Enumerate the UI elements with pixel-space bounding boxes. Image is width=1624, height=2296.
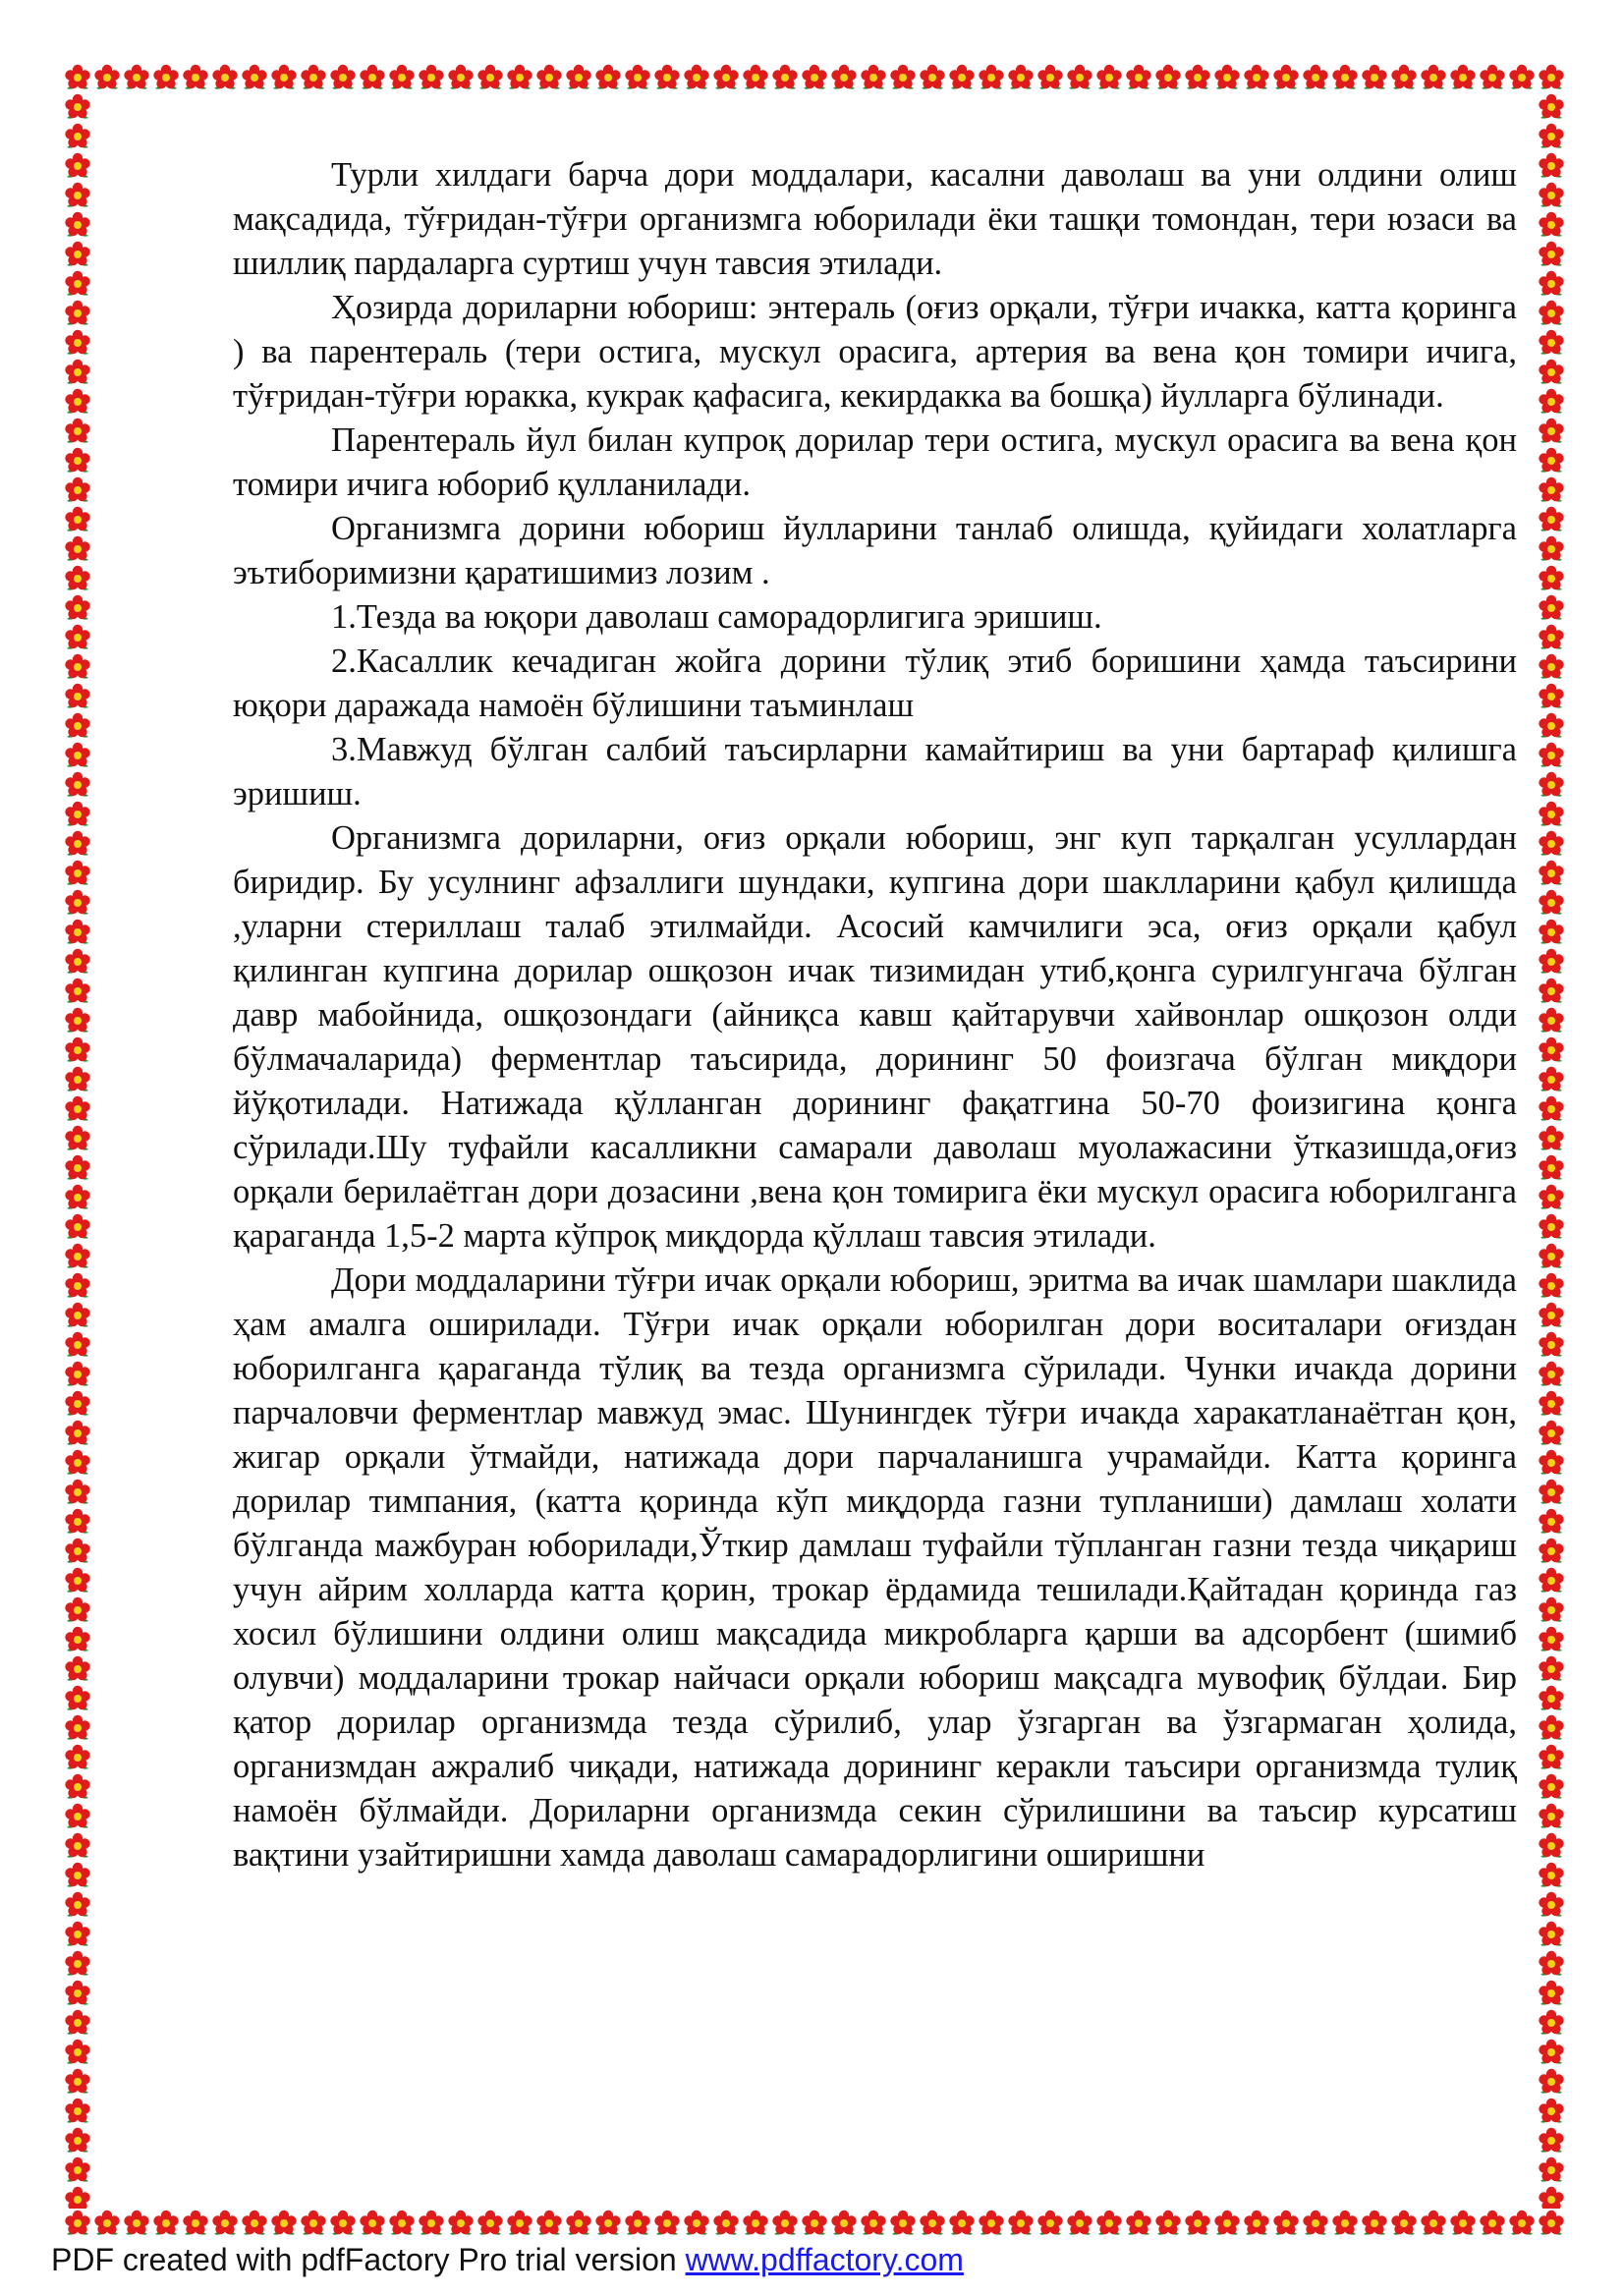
red-flower-icon — [63, 1507, 92, 1537]
red-flower-icon — [1537, 1212, 1566, 1242]
red-flower-icon — [63, 1478, 92, 1507]
red-flower-icon — [711, 2209, 741, 2238]
red-flower-icon — [63, 446, 92, 476]
red-flower-icon — [1537, 1772, 1566, 1802]
red-flower-icon — [63, 564, 92, 593]
red-flower-icon — [859, 2209, 888, 2238]
red-flower-icon — [210, 2209, 240, 2238]
red-flower-icon — [63, 1890, 92, 1920]
red-flower-icon — [446, 2209, 476, 2238]
red-flower-icon — [1537, 92, 1566, 122]
red-flower-icon — [63, 328, 92, 358]
red-flower-icon — [63, 682, 92, 711]
red-flower-icon — [1537, 1802, 1566, 1831]
red-flower-icon — [1537, 593, 1566, 623]
red-flower-icon — [1537, 1389, 1566, 1419]
red-flower-icon — [1537, 1006, 1566, 1036]
red-flower-icon — [1537, 240, 1566, 269]
paragraph-9: Дори моддаларини тўғри ичак орқали юбориш, эритма ва ичак шамлари шаклида ҳам амалга оширилади. Тўғри ичак орқали юборилган дори воситалари оғиздан юборилганга қараганда тўлиқ ва тезда организмга сўрилади. Чунки ичакда дорини парчаловчи ферментлар мавжуд эмас. Шунингдек тўғри ичакда харакатланаётган қон, жигар орқали ўтмайди, натижада дори парчаланишга учрамайди. Катта қоринга дорилар тимпания, (катта қоринда кўп миқдорда газни тупланиши) дамлаш холати бўлганда мажбуран юборилади,Ўткир дамлаш туфайли тўпланган газни тезда чиқариш учун айрим холларда катта қорин, трокар ёрдамида тешилади.Қайтадан қоринда газ хосил бўлишини олдини олиш мақсадида микробларга қарши ва адсорбент (шимиб олувчи) моддаларини трокар найчаси орқали юбориш мақсадга мувофиқ бўлдаи. Бир қатор дорилар организмда тезда сўрилиб, улар ўзгарган ва ўзгармаган ҳолида, организмдан ажралиб чиқади, натижада дорининг керакли таъсири организмда тулиқ намоён бўлмайди. Дориларни организмда секин сўрилишини ва таъсир курсатиш вақтини узайтиришни хамда даволаш самарадорлигини оширишни — [233, 1261, 1517, 1874]
red-flower-icon — [476, 2209, 505, 2238]
red-flower-icon — [63, 1271, 92, 1301]
red-flower-icon — [1537, 1684, 1566, 1713]
red-flower-icon — [1065, 2209, 1094, 2238]
red-flower-icon — [918, 2209, 947, 2238]
red-flower-icon — [63, 2097, 92, 2126]
red-flower-icon — [859, 63, 888, 92]
red-flower-icon — [1242, 63, 1271, 92]
red-flower-icon — [1537, 1566, 1566, 1596]
red-flower-icon — [1448, 63, 1478, 92]
red-flower-icon — [977, 63, 1006, 92]
red-flower-icon — [1537, 1979, 1566, 2008]
red-flower-icon — [1419, 2209, 1448, 2238]
red-flower-icon — [63, 1625, 92, 1654]
red-flower-icon — [63, 2008, 92, 2038]
red-flower-icon — [1537, 1507, 1566, 1537]
document-body — [233, 153, 1517, 1877]
red-flower-icon — [299, 2209, 328, 2238]
red-flower-icon — [1537, 1036, 1566, 1065]
red-flower-icon — [63, 151, 92, 181]
red-flower-icon — [770, 63, 800, 92]
red-flower-icon — [1537, 2126, 1566, 2156]
red-flower-icon — [1537, 1271, 1566, 1301]
red-flower-icon — [63, 1920, 92, 1949]
red-flower-icon — [1537, 2038, 1566, 2067]
flower-border-left — [63, 92, 92, 2209]
red-flower-icon — [1537, 741, 1566, 770]
red-flower-icon — [1537, 564, 1566, 593]
red-flower-icon — [1212, 2209, 1242, 2238]
red-flower-icon — [1537, 652, 1566, 682]
red-flower-icon — [269, 63, 299, 92]
red-flower-icon — [770, 2209, 800, 2238]
red-flower-icon — [1537, 2097, 1566, 2126]
red-flower-icon — [1330, 63, 1360, 92]
red-flower-icon — [63, 1537, 92, 1566]
red-flower-icon — [1389, 2209, 1419, 2238]
red-flower-icon — [63, 2209, 92, 2238]
red-flower-icon — [63, 1419, 92, 1448]
red-flower-icon — [1537, 417, 1566, 446]
red-flower-icon — [1271, 63, 1301, 92]
red-flower-icon — [741, 2209, 770, 2238]
red-flower-icon — [1212, 63, 1242, 92]
red-flower-icon — [1537, 1890, 1566, 1920]
red-flower-icon — [1537, 1448, 1566, 1478]
red-flower-icon — [63, 299, 92, 328]
red-flower-icon — [92, 2209, 122, 2238]
red-flower-icon — [63, 476, 92, 505]
red-flower-icon — [63, 888, 92, 918]
red-flower-icon — [63, 947, 92, 977]
red-flower-icon — [1537, 1242, 1566, 1271]
red-flower-icon — [1537, 2209, 1566, 2238]
red-flower-icon — [63, 534, 92, 564]
red-flower-icon — [564, 2209, 593, 2238]
red-flower-icon — [1507, 63, 1537, 92]
red-flower-icon — [1006, 63, 1036, 92]
red-flower-icon — [1360, 63, 1389, 92]
red-flower-icon — [63, 92, 92, 122]
red-flower-icon — [63, 1831, 92, 1861]
red-flower-icon — [593, 2209, 623, 2238]
red-flower-icon — [63, 977, 92, 1006]
footer-text: PDF created with pdfFactory Pro trial version — [51, 2242, 686, 2277]
red-flower-icon — [1537, 623, 1566, 652]
red-flower-icon — [63, 1330, 92, 1360]
red-flower-icon — [593, 63, 623, 92]
red-flower-icon — [63, 1036, 92, 1065]
red-flower-icon — [63, 652, 92, 682]
red-flower-icon — [1537, 122, 1566, 151]
paragraph-4: Организмга дорини юбориш йулларини танлаб олишда, қуйидаги холатларга эътиборимизни қаратишимиз лозим . — [233, 510, 1517, 591]
red-flower-icon — [1153, 2209, 1183, 2238]
red-flower-icon — [1360, 2209, 1389, 2238]
red-flower-icon — [1507, 2209, 1537, 2238]
red-flower-icon — [1537, 387, 1566, 417]
red-flower-icon — [918, 63, 947, 92]
red-flower-icon — [682, 63, 711, 92]
red-flower-icon — [63, 387, 92, 417]
red-flower-icon — [1389, 63, 1419, 92]
red-flower-icon — [63, 918, 92, 947]
red-flower-icon — [711, 63, 741, 92]
red-flower-icon — [151, 2209, 181, 2238]
red-flower-icon — [63, 2038, 92, 2067]
red-flower-icon — [1537, 888, 1566, 918]
red-flower-icon — [1537, 2185, 1566, 2209]
paragraph-3: Парентераль йул билан купроқ дорилар тери остига, мускул орасига ва вена қон томири ичига юбориб қулланилади. — [233, 421, 1517, 503]
red-flower-icon — [1537, 2008, 1566, 2038]
red-flower-icon — [623, 63, 652, 92]
red-flower-icon — [63, 1448, 92, 1478]
red-flower-icon — [1537, 1743, 1566, 1772]
pdffactory-link[interactable]: www.pdffactory.com — [685, 2242, 964, 2277]
red-flower-icon — [652, 63, 682, 92]
red-flower-icon — [1537, 63, 1566, 92]
red-flower-icon — [63, 1094, 92, 1124]
red-flower-icon — [1537, 210, 1566, 240]
red-flower-icon — [1537, 1330, 1566, 1360]
red-flower-icon — [1537, 1861, 1566, 1890]
red-flower-icon — [1537, 1537, 1566, 1566]
red-flower-icon — [1537, 1153, 1566, 1183]
red-flower-icon — [1183, 2209, 1212, 2238]
red-flower-icon — [1537, 151, 1566, 181]
red-flower-icon — [181, 63, 210, 92]
red-flower-icon — [623, 2209, 652, 2238]
red-flower-icon — [63, 417, 92, 446]
red-flower-icon — [1537, 1596, 1566, 1625]
red-flower-icon — [63, 1861, 92, 1890]
red-flower-icon — [63, 1596, 92, 1625]
red-flower-icon — [63, 1684, 92, 1713]
red-flower-icon — [476, 63, 505, 92]
red-flower-icon — [63, 63, 92, 92]
red-flower-icon — [63, 593, 92, 623]
red-flower-icon — [1537, 1301, 1566, 1330]
red-flower-icon — [1271, 2209, 1301, 2238]
red-flower-icon — [63, 829, 92, 859]
red-flower-icon — [122, 2209, 151, 2238]
red-flower-icon — [1537, 446, 1566, 476]
red-flower-icon — [63, 1183, 92, 1212]
red-flower-icon — [63, 269, 92, 299]
red-flower-icon — [1124, 63, 1153, 92]
red-flower-icon — [63, 1065, 92, 1094]
red-flower-icon — [1124, 2209, 1153, 2238]
paragraph-6: 2.Касаллик кечадиган жойга дорини тўлиқ этиб боришини ҳамда таъсирини юқори даражада намоён бўлишини таъминлаш — [233, 643, 1517, 724]
red-flower-icon — [947, 2209, 977, 2238]
red-flower-icon — [63, 770, 92, 800]
red-flower-icon — [1537, 947, 1566, 977]
paragraph-7: 3.Мавжуд бўлган салбий таъсирларни камайтириш ва уни бартараф қилишга эришиш. — [233, 731, 1517, 812]
red-flower-icon — [63, 800, 92, 829]
red-flower-icon — [1537, 918, 1566, 947]
red-flower-icon — [63, 1242, 92, 1271]
red-flower-icon — [505, 63, 534, 92]
flower-border-top — [63, 63, 1566, 92]
red-flower-icon — [240, 63, 269, 92]
red-flower-icon — [1419, 63, 1448, 92]
red-flower-icon — [181, 2209, 210, 2238]
red-flower-icon — [505, 2209, 534, 2238]
red-flower-icon — [534, 63, 564, 92]
red-flower-icon — [63, 1772, 92, 1802]
red-flower-icon — [1065, 63, 1094, 92]
paragraph-5: 1.Тезда ва юқори даволаш саморадорлигига эришиш. — [331, 598, 1102, 636]
red-flower-icon — [240, 2209, 269, 2238]
red-flower-icon — [299, 63, 328, 92]
red-flower-icon — [1537, 711, 1566, 741]
red-flower-icon — [63, 240, 92, 269]
red-flower-icon — [328, 63, 358, 92]
red-flower-icon — [564, 63, 593, 92]
red-flower-icon — [1537, 181, 1566, 210]
red-flower-icon — [1036, 63, 1065, 92]
red-flower-icon — [63, 210, 92, 240]
paragraph-1: Турли хилдаги барча дори моддалари, касални даволаш ва уни олдини олиш мақсадида, тўғридан-тўғри организмга юборилади ёки ташқи томондан, тери юзаси ва шиллиқ пардаларга суртиш учун тавсия этилади. — [233, 156, 1517, 282]
red-flower-icon — [1537, 859, 1566, 888]
flower-border-right — [1537, 92, 1566, 2209]
red-flower-icon — [1301, 2209, 1330, 2238]
red-flower-icon — [1537, 328, 1566, 358]
red-flower-icon — [888, 63, 918, 92]
red-flower-icon — [63, 1566, 92, 1596]
red-flower-icon — [328, 2209, 358, 2238]
red-flower-icon — [1478, 2209, 1507, 2238]
red-flower-icon — [1537, 1713, 1566, 1743]
paragraph-8: Организмга дориларни, оғиз орқали юбориш, энг куп тарқалган усуллардан биридир. Бу усулнинг афзаллиги шундаки, купгина дори шаклларини қабул қилишда ,уларни стериллаш талаб этилмайди. Асосий камчилиги эса, оғиз орқали қабул қилинган купгина дорилар ошқозон ичак тизимидан утиб,қонга сурилгунгача бўлган давр мабойнида, ошқозондаги (айниқса кавш қайтарувчи хайвонлар ошқозон олди бўлмачаларида) ферментлар таъсирида, дорининг 50 фоизгача бўлган миқдори йўқотилади. Натижада қўлланган дорининг фақатгина 50-70 фоизигина қонга сўрилади.Шу туфайли касалликни самарали даволаш муолажасини ўтказишда,оғиз орқали берилаётган дори дозасини ,вена қон томирига ёки мускул орасига юборилганга қараганда 1,5-2 марта кўпроқ миқдорда қўллаш тавсия этилади. — [233, 819, 1517, 1255]
red-flower-icon — [682, 2209, 711, 2238]
red-flower-icon — [1537, 1654, 1566, 1684]
red-flower-icon — [1537, 770, 1566, 800]
red-flower-icon — [1094, 63, 1124, 92]
red-flower-icon — [1537, 1920, 1566, 1949]
red-flower-icon — [63, 358, 92, 387]
red-flower-icon — [1094, 2209, 1124, 2238]
red-flower-icon — [1537, 1065, 1566, 1094]
red-flower-icon — [1537, 1094, 1566, 1124]
red-flower-icon — [652, 2209, 682, 2238]
red-flower-icon — [63, 1389, 92, 1419]
red-flower-icon — [534, 2209, 564, 2238]
red-flower-icon — [63, 711, 92, 741]
red-flower-icon — [1537, 1831, 1566, 1861]
red-flower-icon — [888, 2209, 918, 2238]
red-flower-icon — [151, 63, 181, 92]
red-flower-icon — [63, 1802, 92, 1831]
red-flower-icon — [1036, 2209, 1065, 2238]
red-flower-icon — [63, 505, 92, 534]
red-flower-icon — [63, 2126, 92, 2156]
red-flower-icon — [358, 2209, 387, 2238]
red-flower-icon — [63, 2185, 92, 2209]
red-flower-icon — [1537, 2067, 1566, 2097]
paragraph-2: Ҳозирда дориларни юбориш: энтераль (оғиз орқали, тўғри ичакка, катта қоринга ) ва парентераль (тери остига, мускул орасига, артерия ва вена қон томири ичига, тўғридан-тўғри юракка, кукрак қафасига, кекирдакка ва бошқа) йулларга бўлинади. — [233, 289, 1517, 415]
red-flower-icon — [829, 63, 859, 92]
red-flower-icon — [63, 1654, 92, 1684]
red-flower-icon — [63, 2067, 92, 2097]
red-flower-icon — [63, 1360, 92, 1389]
red-flower-icon — [63, 859, 92, 888]
red-flower-icon — [1537, 1183, 1566, 1212]
red-flower-icon — [63, 1153, 92, 1183]
red-flower-icon — [63, 2156, 92, 2185]
red-flower-icon — [63, 1212, 92, 1242]
red-flower-icon — [1537, 800, 1566, 829]
red-flower-icon — [1537, 1124, 1566, 1153]
red-flower-icon — [1006, 2209, 1036, 2238]
red-flower-icon — [1183, 63, 1212, 92]
red-flower-icon — [1537, 829, 1566, 859]
red-flower-icon — [1537, 299, 1566, 328]
red-flower-icon — [1537, 977, 1566, 1006]
red-flower-icon — [63, 122, 92, 151]
red-flower-icon — [387, 63, 417, 92]
red-flower-icon — [1537, 269, 1566, 299]
red-flower-icon — [446, 63, 476, 92]
red-flower-icon — [1537, 1949, 1566, 1979]
red-flower-icon — [1330, 2209, 1360, 2238]
red-flower-icon — [63, 623, 92, 652]
red-flower-icon — [63, 1301, 92, 1330]
red-flower-icon — [800, 63, 829, 92]
red-flower-icon — [1242, 2209, 1271, 2238]
red-flower-icon — [800, 2209, 829, 2238]
red-flower-icon — [947, 63, 977, 92]
red-flower-icon — [92, 63, 122, 92]
red-flower-icon — [1153, 63, 1183, 92]
red-flower-icon — [741, 63, 770, 92]
red-flower-icon — [63, 1979, 92, 2008]
red-flower-icon — [387, 2209, 417, 2238]
red-flower-icon — [63, 1949, 92, 1979]
red-flower-icon — [829, 2209, 859, 2238]
red-flower-icon — [63, 1006, 92, 1036]
red-flower-icon — [1537, 682, 1566, 711]
red-flower-icon — [63, 1743, 92, 1772]
red-flower-icon — [1537, 358, 1566, 387]
red-flower-icon — [63, 741, 92, 770]
flower-border-bottom — [63, 2209, 1566, 2238]
red-flower-icon — [63, 1713, 92, 1743]
red-flower-icon — [1537, 2156, 1566, 2185]
red-flower-icon — [63, 181, 92, 210]
red-flower-icon — [1478, 63, 1507, 92]
red-flower-icon — [1537, 1625, 1566, 1654]
red-flower-icon — [1537, 476, 1566, 505]
red-flower-icon — [210, 63, 240, 92]
pdf-footer — [51, 2242, 964, 2278]
red-flower-icon — [1537, 1478, 1566, 1507]
red-flower-icon — [1537, 534, 1566, 564]
red-flower-icon — [63, 1124, 92, 1153]
red-flower-icon — [1448, 2209, 1478, 2238]
red-flower-icon — [122, 63, 151, 92]
red-flower-icon — [1537, 505, 1566, 534]
red-flower-icon — [1537, 1360, 1566, 1389]
red-flower-icon — [269, 2209, 299, 2238]
red-flower-icon — [1537, 1419, 1566, 1448]
red-flower-icon — [417, 2209, 446, 2238]
red-flower-icon — [358, 63, 387, 92]
red-flower-icon — [1301, 63, 1330, 92]
red-flower-icon — [417, 63, 446, 92]
red-flower-icon — [977, 2209, 1006, 2238]
